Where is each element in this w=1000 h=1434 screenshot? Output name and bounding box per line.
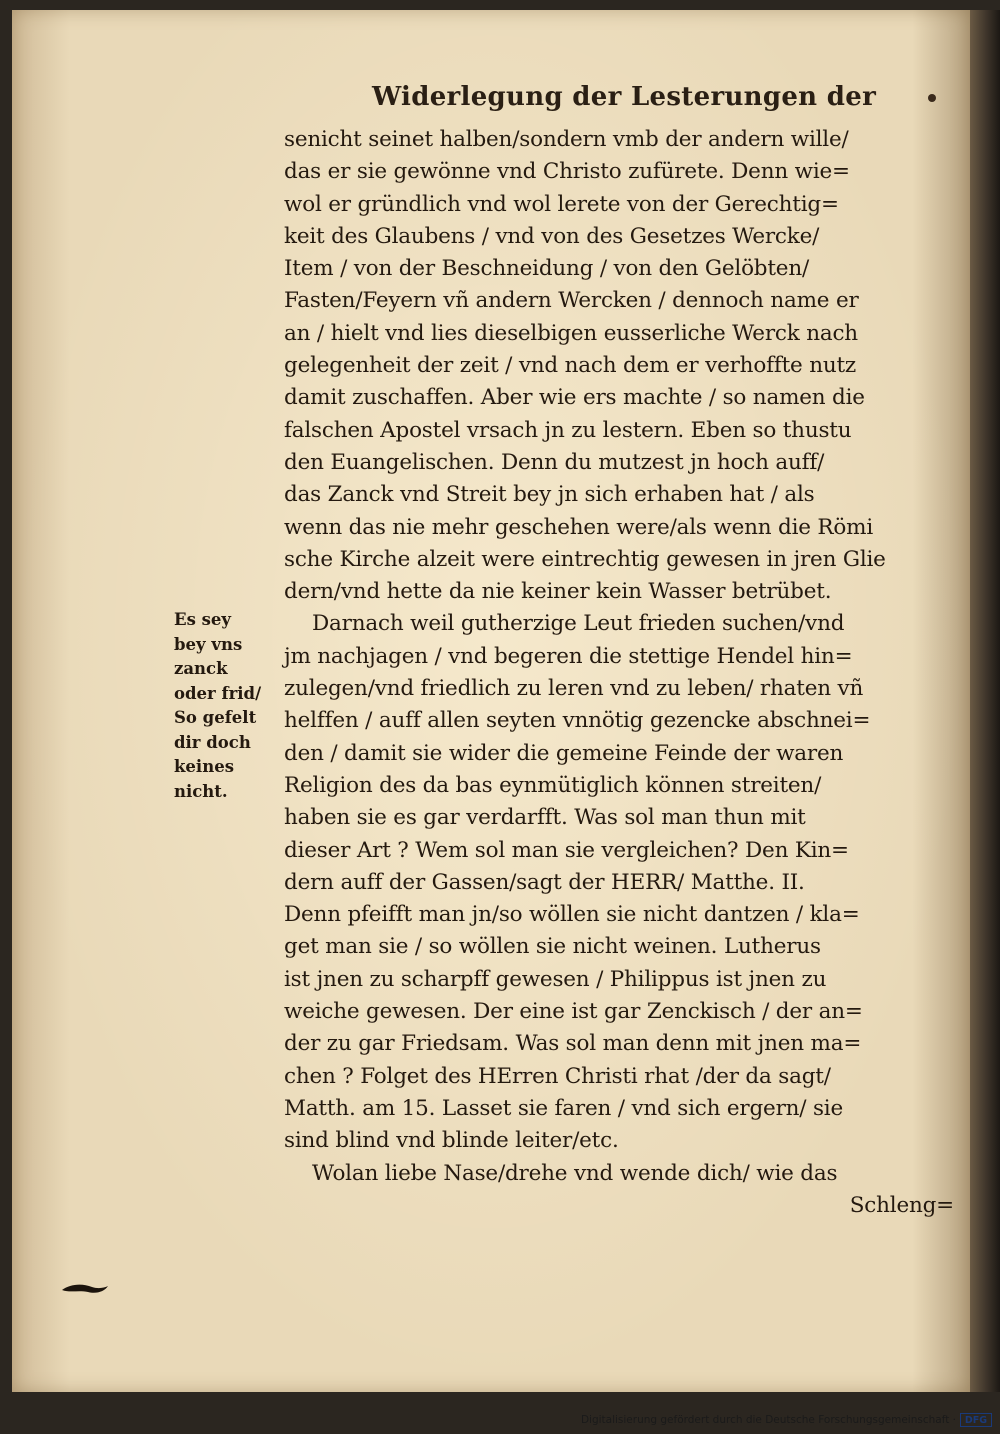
margin-note-line: Es sey <box>174 610 231 629</box>
ink-smudge-icon <box>60 1280 110 1298</box>
margin-note-line: So gefelt <box>174 708 257 727</box>
book-gutter <box>970 10 1000 1392</box>
margin-note <box>174 608 284 804</box>
body-line: damit zuschaffen. Aber wie ers machte / so namen die <box>284 385 865 411</box>
footer-credit: Digitalisierung gefördert durch die Deutsche Forschungsgemeinschaft · <box>580 1414 956 1426</box>
body-text <box>284 124 954 1222</box>
margin-note-line: zanck <box>174 659 228 678</box>
body-line: der zu gar Friedsam. Was sol man denn mit jnen ma= <box>284 1031 862 1057</box>
body-line: das Zanck vnd Streit bey jn sich erhaben hat / als <box>284 482 815 508</box>
body-line: Matth. am 15. Lasset sie faren / vnd sich ergern/ sie <box>284 1095 844 1121</box>
margin-note-line: dir doch <box>174 732 251 752</box>
body-line: dern/vnd hette da nie keiner kein Wasser betrübet. <box>284 579 832 605</box>
body-line: an / hielt vnd lies dieselbigen eusserliche Werck nach <box>284 320 858 346</box>
body-line: keit des Glaubens / vnd von des Gesetzes Wercke/ <box>284 223 820 249</box>
body-line: Item / von der Beschneidung / von den Gelöbten/ <box>284 256 810 282</box>
running-head: Widerlegung der Lesterungen der <box>372 82 877 112</box>
margin-note-line: nicht. <box>174 781 228 801</box>
body-line: das er sie gewönne vnd Christo zufürete. Denn wie= <box>284 159 850 185</box>
body-line: wenn das nie mehr geschehen were/als wenn die Römi <box>284 514 874 540</box>
body-line: get man sie / so wöllen sie nicht weinen. Lutherus <box>284 934 821 960</box>
margin-note-line: bey vns <box>174 634 243 654</box>
body-line: Religion des da bas eynmütiglich können streiten/ <box>284 772 822 798</box>
body-line: den / damit sie wider die gemeine Feinde der waren <box>284 740 844 766</box>
catchword: Schleng= <box>849 1192 954 1218</box>
body-line: weiche gewesen. Der eine ist gar Zenckisch / der an= <box>284 999 863 1025</box>
body-line: Denn pfeifft man jn/so wöllen sie nicht dantzen / kla= <box>284 902 860 928</box>
body-line: zulegen/vnd friedlich zu leren vnd zu leben/ rhaten vñ <box>284 676 864 702</box>
body-line: senicht seinet halben/sondern vmb der andern wille/ <box>284 127 849 152</box>
ink-dot <box>928 94 936 102</box>
body-line: falschen Apostel vrsach jn zu lestern. Eben so thustu <box>284 417 852 443</box>
body-line: Wolan liebe Nase/drehe vnd wende dich/ wie das <box>312 1160 838 1186</box>
body-line: dern auff der Gassen/sagt der HERR/ Matthe. II. <box>284 869 805 895</box>
margin-note-line: oder frid/ <box>174 683 262 703</box>
margin-note-line: keines <box>174 757 234 776</box>
body-line: gelegenheit der zeit / vnd nach dem er verhoffte nutz <box>284 353 857 379</box>
body-line: sind blind vnd blinde leiter/etc. <box>284 1128 619 1154</box>
body-line: helffen / auff allen seyten vnnötig gezencke abschnei= <box>284 708 871 734</box>
body-line: den Euangelischen. Denn du mutzest jn hoch auff/ <box>284 449 825 475</box>
body-line: jm nachjagen / vnd begeren die stettige Hendel hin= <box>284 643 853 669</box>
body-line: Darnach weil gutherzige Leut frieden suchen/vnd <box>312 611 845 637</box>
body-line: haben sie es gar verdarfft. Was sol man thun mit <box>284 805 806 831</box>
body-line: dieser Art ? Wem sol man sie vergleichen? Den Kin= <box>284 837 849 863</box>
body-line: chen ? Folget des HErren Christi rhat /der da sagt/ <box>284 1063 831 1089</box>
body-line: Fasten/Feyern vñ andern Wercken / dennoch name er <box>284 288 859 314</box>
body-line: wol er gründlich vnd wol lerete von der Gerechtig= <box>284 191 839 217</box>
body-line: ist jnen zu scharpff gewesen / Philippus ist jnen zu <box>284 966 827 992</box>
body-line: sche Kirche alzeit were eintrechtig gewesen in jren Glie <box>284 546 886 572</box>
dfg-logo: DFG <box>960 1413 992 1427</box>
